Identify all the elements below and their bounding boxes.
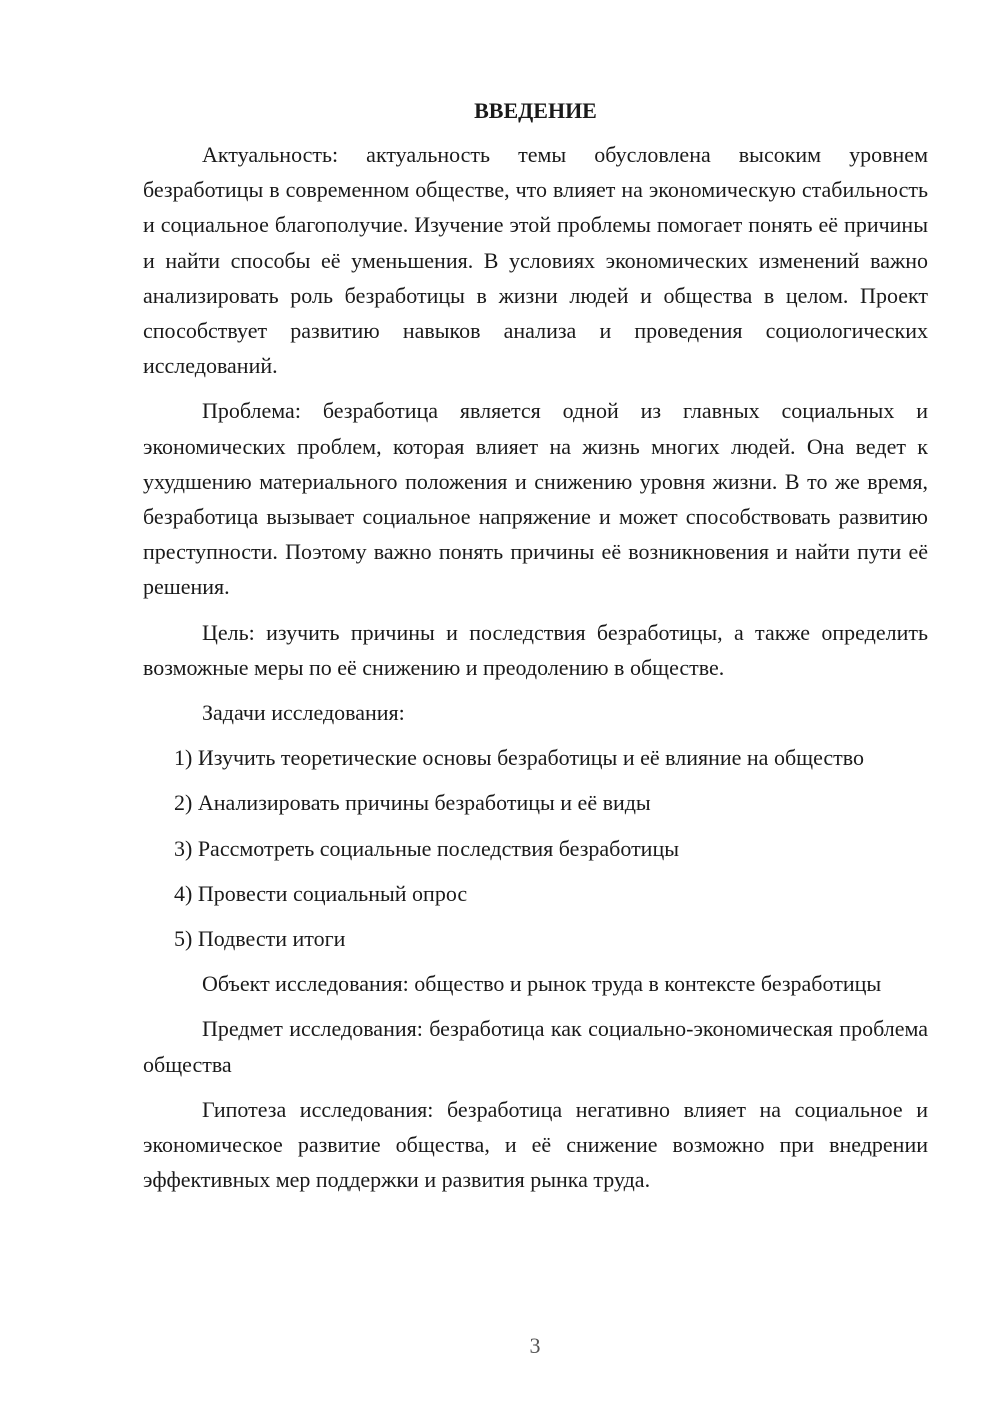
paragraph-subject: Предмет исследования: безработица как социально-экономическая проблема общества	[143, 1016, 928, 1077]
tasks-list	[143, 740, 928, 956]
paragraph-goal: Цель: изучить причины и последствия безработицы, а также определить возможные меры по её снижению и преодолению в обществе.	[143, 619, 928, 680]
paragraph-object: Объект исследования: общество и рынок труда в контексте безработицы	[202, 971, 882, 997]
list-item: 4) Провести социальный опрос	[174, 880, 468, 906]
list-item: 5) Подвести итоги	[174, 926, 346, 952]
list-item: 3) Рассмотреть социальные последствия безработицы	[174, 835, 680, 861]
list-item: 2) Анализировать причины безработицы и её виды	[174, 790, 651, 816]
paragraph-hypothesis: Гипотеза исследования: безработица негативно влияет на социальное и экономическое развитие общества, и её снижение возможно при внедрении эффективных мер поддержки и развития рынка труда.	[143, 1096, 928, 1193]
list-item: 1) Изучить теоретические основы безработицы и её влияние на общество	[174, 745, 865, 771]
page-number: 3	[529, 1333, 541, 1358]
paragraph-relevance: Актуальность: актуальность темы обусловлена высоким уровнем безработицы в современном обществе, что влияет на экономическую стабильность и социальное благополучие. Изучение этой проблемы помогает понять её причины и найти способы её уменьшения. В условиях экономических изменений важно анализировать роль безработицы в жизни людей и общества в целом. Проект способствует развитию навыков анализа и проведения социологических исследований.	[143, 142, 928, 379]
document-body	[143, 95, 928, 1207]
paragraph-problem: Проблема: безработица является одной из главных социальных и экономических проблем, которая влияет на жизнь многих людей. Она ведет к ухудшению материального положения и снижению уровня жизни. В то же время, безработица вызывает социальное напряжение и может способствовать развитию преступности. Поэтому важно понять причины её возникновения и найти пути её решения.	[143, 398, 928, 600]
page-title: ВВЕДЕНИЕ	[474, 98, 597, 123]
tasks-heading: Задачи исследования:	[202, 700, 405, 726]
